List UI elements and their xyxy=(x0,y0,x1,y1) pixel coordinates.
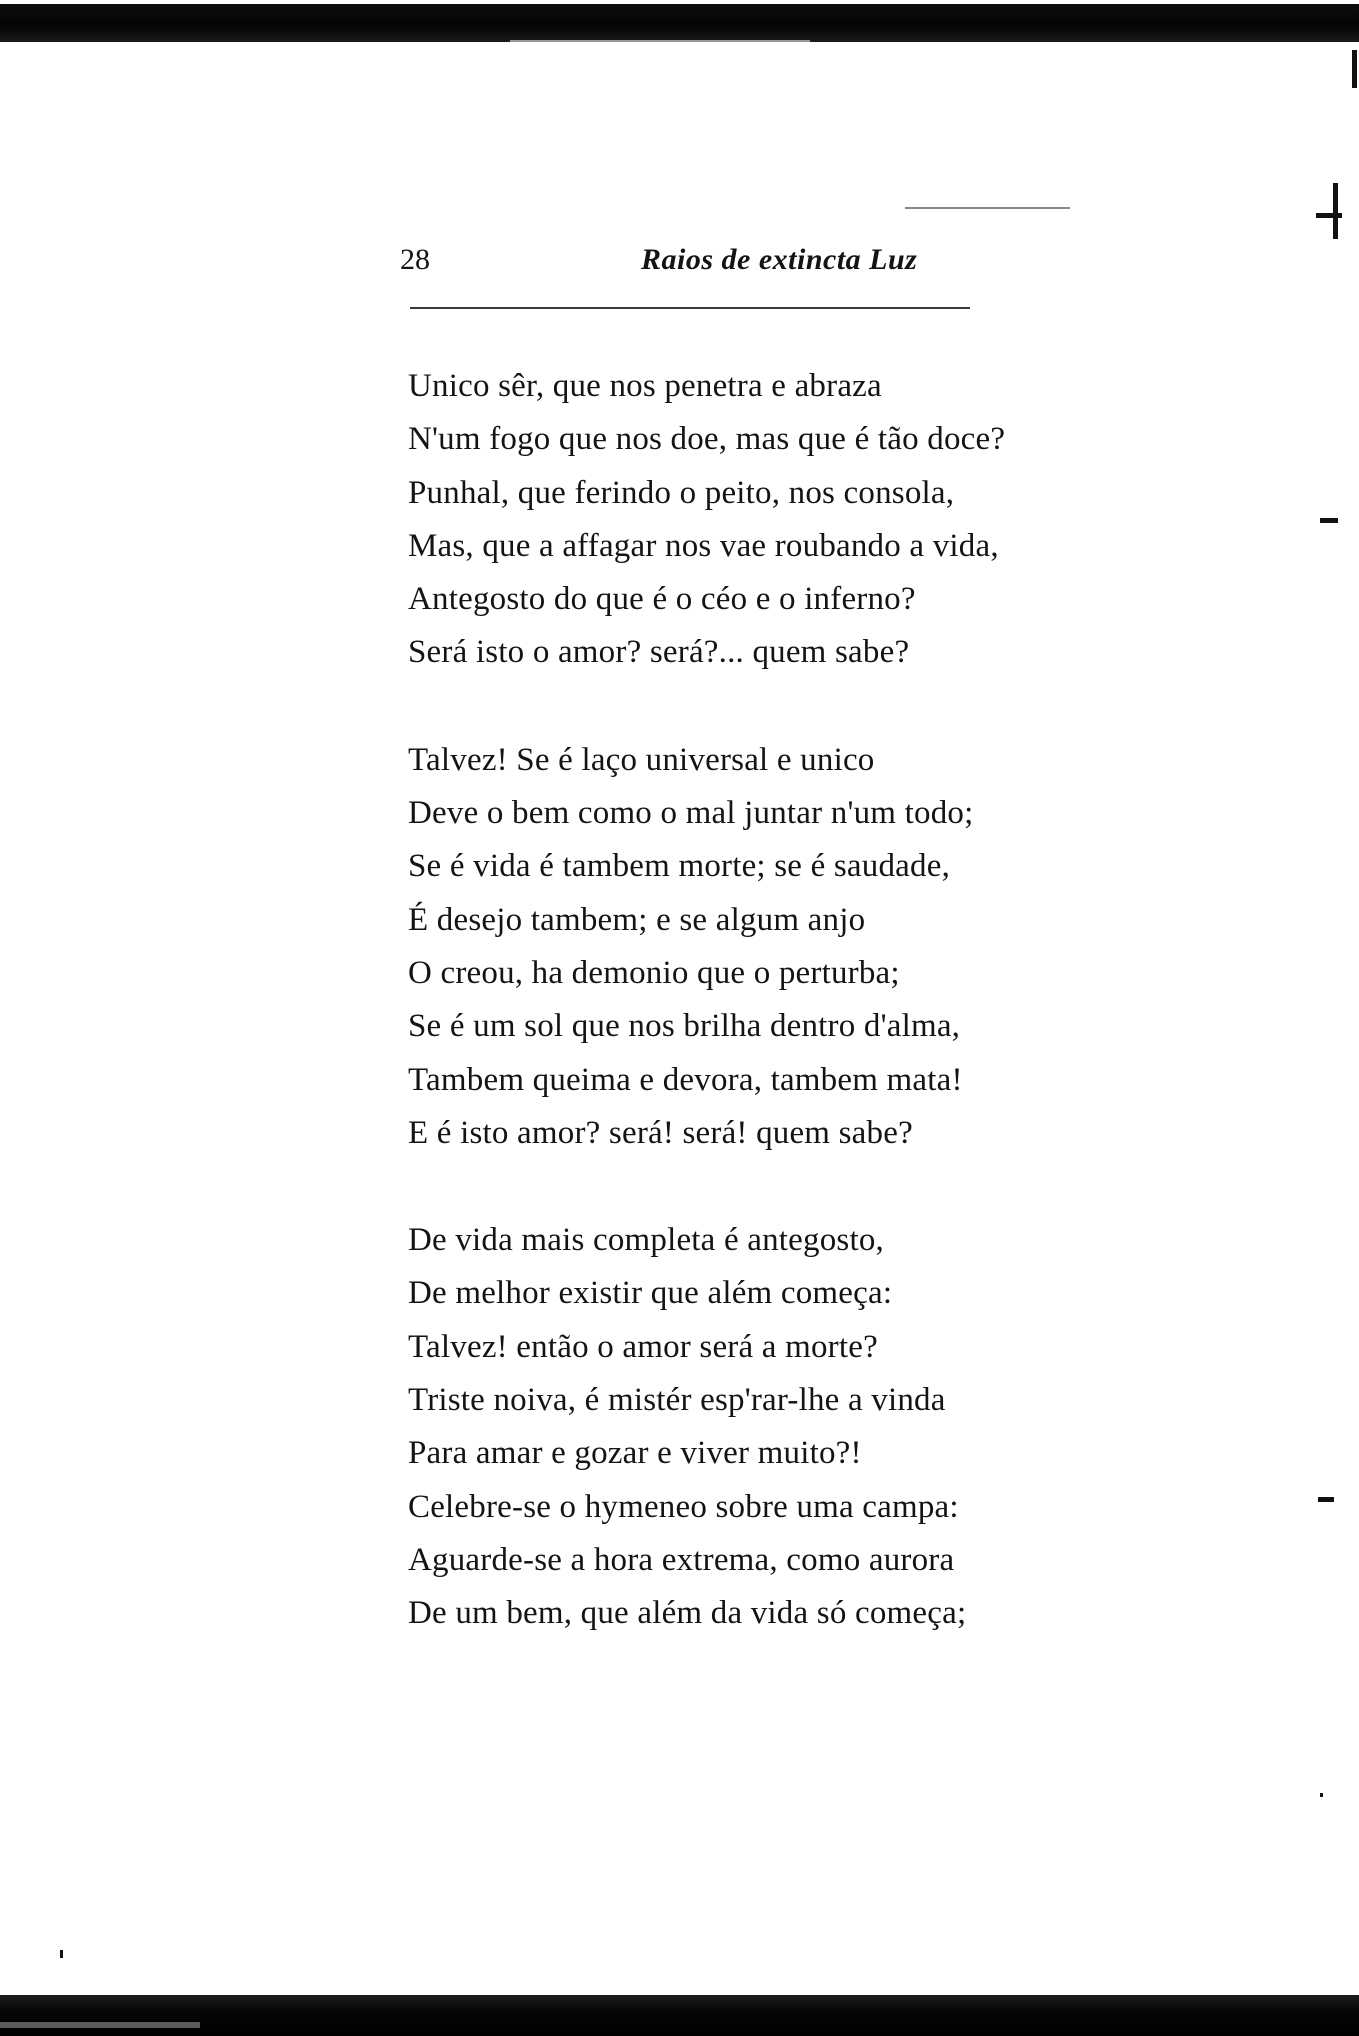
margin-mark xyxy=(1316,213,1342,218)
scan-top-border xyxy=(0,4,1359,42)
stanza xyxy=(408,1214,1128,1640)
poem-line: Deve o bem como o mal juntar n'um todo; xyxy=(408,795,974,832)
faint-rule xyxy=(905,207,1070,209)
page-header xyxy=(400,238,980,282)
poem-line: Antegosto do que é o céo e o inferno? xyxy=(408,581,916,618)
poem-line: Triste noiva, é mistér esp'rar-lhe a vinda xyxy=(408,1382,946,1419)
stanza xyxy=(408,734,1128,1160)
poem-line: É desejo tambem; e se algum anjo xyxy=(408,901,866,938)
running-title: Raios de extincta Luz xyxy=(641,243,918,276)
margin-mark xyxy=(1333,183,1338,239)
margin-mark xyxy=(60,1950,63,1958)
margin-mark xyxy=(1320,518,1338,523)
scan-streak xyxy=(510,40,810,42)
poem-line: O creou, ha demonio que o perturba; xyxy=(408,954,900,991)
poem-line: E é isto amor? será! será! quem sabe? xyxy=(408,1114,913,1151)
poem-line: Tambem queima e devora, tambem mata! xyxy=(408,1061,963,1098)
scan-bottom-border xyxy=(0,1995,1359,2036)
poem-line: Se é um sol que nos brilha dentro d'alma, xyxy=(408,1008,961,1045)
page-number: 28 xyxy=(400,243,430,276)
poem-line: Unico sêr, que nos penetra e abraza xyxy=(408,368,882,404)
poem-line: De melhor existir que além começa: xyxy=(408,1275,893,1312)
poem-line: Mas, que a affagar nos vae roubando a vida, xyxy=(408,527,999,564)
poem xyxy=(408,360,1128,1641)
poem-line: De vida mais completa é antegosto, xyxy=(408,1222,884,1259)
poem-line: Aguarde-se a hora extrema, como aurora xyxy=(408,1541,955,1578)
poem-line: Se é vida é tambem morte; se é saudade, xyxy=(408,848,951,885)
poem-line: Celebre-se o hymeneo sobre uma campa: xyxy=(408,1488,959,1525)
stanza xyxy=(408,360,1128,680)
margin-mark xyxy=(1320,1793,1323,1797)
poem-line: Talvez! então o amor será a morte? xyxy=(408,1328,878,1365)
poem-line: De um bem, que além da vida só começa; xyxy=(408,1595,967,1632)
poem-line: N'um fogo que nos doe, mas que é tão doce? xyxy=(408,421,1006,458)
poem-line: Punhal, que ferindo o peito, nos consola, xyxy=(408,474,955,511)
header-rule xyxy=(410,307,970,309)
scan-streak xyxy=(0,2022,200,2028)
margin-mark xyxy=(1352,50,1357,88)
poem-line: Será isto o amor? será?... quem sabe? xyxy=(408,634,910,671)
poem-line: Para amar e gozar e viver muito?! xyxy=(408,1435,862,1472)
poem-line: Talvez! Se é laço universal e unico xyxy=(408,741,875,778)
margin-mark xyxy=(1318,1497,1334,1502)
